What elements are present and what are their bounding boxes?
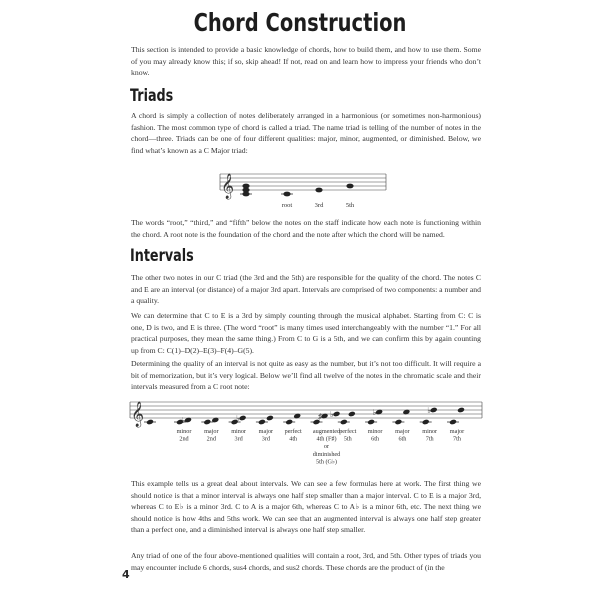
interval-root-note (449, 419, 457, 425)
staff-label-root: root (281, 202, 293, 209)
interval-label: augmented (312, 428, 341, 435)
note-root (283, 192, 290, 197)
interval-label: minor (176, 428, 192, 435)
interval-label: 5th (343, 435, 352, 443)
flat-icon: ♭ (427, 406, 431, 415)
interval-note-11 (457, 407, 465, 413)
triads-paragraph-1: A chord is simply a collection of notes deliberately arranged in a harmonious (or sometimes non-harmonious) fashion. The most common type of chord is called a triad. The name triad is telling of the number of notes in the chord—three. Triads can be one of four different qualities: major, minor, augmented, or diminished. Below, we find what’s known as a C Major triad: (131, 111, 481, 155)
sharp-icon: ♯ (318, 412, 322, 421)
interval-root-note (258, 419, 266, 425)
interval-label: minor (367, 428, 383, 435)
page-number: 4 (122, 568, 130, 581)
intervals-paragraph-5: Any triad of one of the four above-mentioned qualities will contain a root, 3rd, and 5th. Other types of triads you may encounter include 6 chords, sus4 chords, and sus2 chords. These chords are the product of (in the (131, 551, 481, 572)
interval-label: 3rd (261, 435, 271, 443)
interval-root-note (285, 419, 293, 425)
interval-root-note (203, 419, 211, 425)
interval-note-7 (348, 411, 356, 417)
intro-paragraph: This section is intended to provide a basic knowledge of chords, how to build them, and how to use them. Some of you may already know this; if so, skip ahead! If not, read on and learn how to impress your friends who don’t know. (131, 45, 481, 78)
note-third (315, 188, 322, 193)
interval-root-note (394, 419, 402, 425)
interval-label: 6th (371, 435, 380, 443)
interval-label: major (395, 428, 410, 435)
interval-label: 3rd (234, 435, 243, 443)
interval-root-note (367, 419, 375, 425)
staff-label-fifth: 5th (345, 202, 355, 209)
intervals-paragraph-1: The other two notes in our C triad (the 3rd and the 5th) are responsible for the quality of the chord. The notes C and E are an interval (or distance) of a major 3rd apart. Intervals are comprised of two components: a number and a quality. (131, 273, 481, 306)
interval-root-note (422, 419, 430, 425)
interval-label: minor (231, 428, 246, 435)
interval-label: perfect (284, 428, 302, 435)
staff-label-third: 3rd (314, 202, 324, 209)
intervals-paragraph-3: Determining the quality of an interval is not quite as easy as the number, but it’s not too difficult. It will require a bit of memorization, but it’s very logical. Below we’ll find all twelve of the notes in the chromatic scale and their intervals measured from a C root note: (131, 359, 481, 392)
interval-label: 4th (F♯) (316, 435, 337, 443)
page-title: Chord Construction (193, 8, 407, 37)
interval-label: major (204, 428, 219, 435)
interval-note-4 (266, 415, 274, 421)
intervals-paragraph-4: This example tells us a great deal about intervals. We can see a few formulas here at work. The first thing we should notice is that a minor interval is always one half step smaller than a major interval. C to E is a major 3rd, whereas C to E♭ is a minor 3rd. C to A is a major 6th, whereas C to A♭ is a minor 6th, etc. The next thing we should notice is how 4ths and 5ths work. We can see that an augmented interval is always one half step greater than a perfect one, and a diminished interval is always one half step smaller. (131, 479, 481, 535)
interval-label: 6th (398, 435, 407, 443)
interval-label: 2nd (179, 435, 189, 443)
flat-icon: ♭ (236, 414, 240, 423)
treble-clef-icon: 𝄞 (221, 173, 235, 198)
intervals-heading: Intervals (130, 246, 194, 266)
triads-paragraph-2: The words “root,” “third,” and “fifth” below the notes on the staff indicate how each note is functioning within the chord. A root note is the foundation of the chord and the note after which the chord will be named. (131, 218, 481, 239)
interval-root-note (340, 419, 348, 425)
interval-label: perfect (339, 428, 357, 435)
interval-label: 7th (453, 435, 461, 443)
interval-label: 5th (G♭) (316, 458, 337, 466)
treble-clef-icon: 𝄞 (131, 401, 145, 426)
interval-label: 2nd (206, 435, 216, 443)
interval-label: 4th (289, 435, 298, 443)
chord-note-g (242, 184, 249, 189)
flat-icon: ♭ (372, 408, 377, 417)
flat-icon: ♭ (330, 410, 334, 419)
interval-label: major (449, 428, 465, 435)
interval-label: diminished (312, 450, 341, 458)
interval-label: major (258, 428, 274, 435)
interval-label: minor (422, 428, 438, 435)
intervals-paragraph-2: We can determine that C to E is a 3rd by simply counting through the musical alphabet. Starting from C: C is one, D is two, and E is three. (The word “root” is many times used interchangeably with the number “1.” For all practical purposes, they mean the same thing.) From C to G is a 5th, and we can confirm this by again counting up from C: C(1)–D(2)–E(3)–F(4)–G(5). (131, 311, 481, 355)
c-major-triad-staff (218, 166, 388, 210)
note-fifth (346, 184, 353, 189)
interval-label: 7th (425, 435, 434, 443)
triads-heading: Triads (130, 86, 174, 106)
root-note-c (146, 419, 154, 425)
flat-icon: ♭ (181, 416, 186, 425)
interval-label: or (323, 443, 330, 451)
chromatic-intervals-staff (128, 392, 484, 474)
